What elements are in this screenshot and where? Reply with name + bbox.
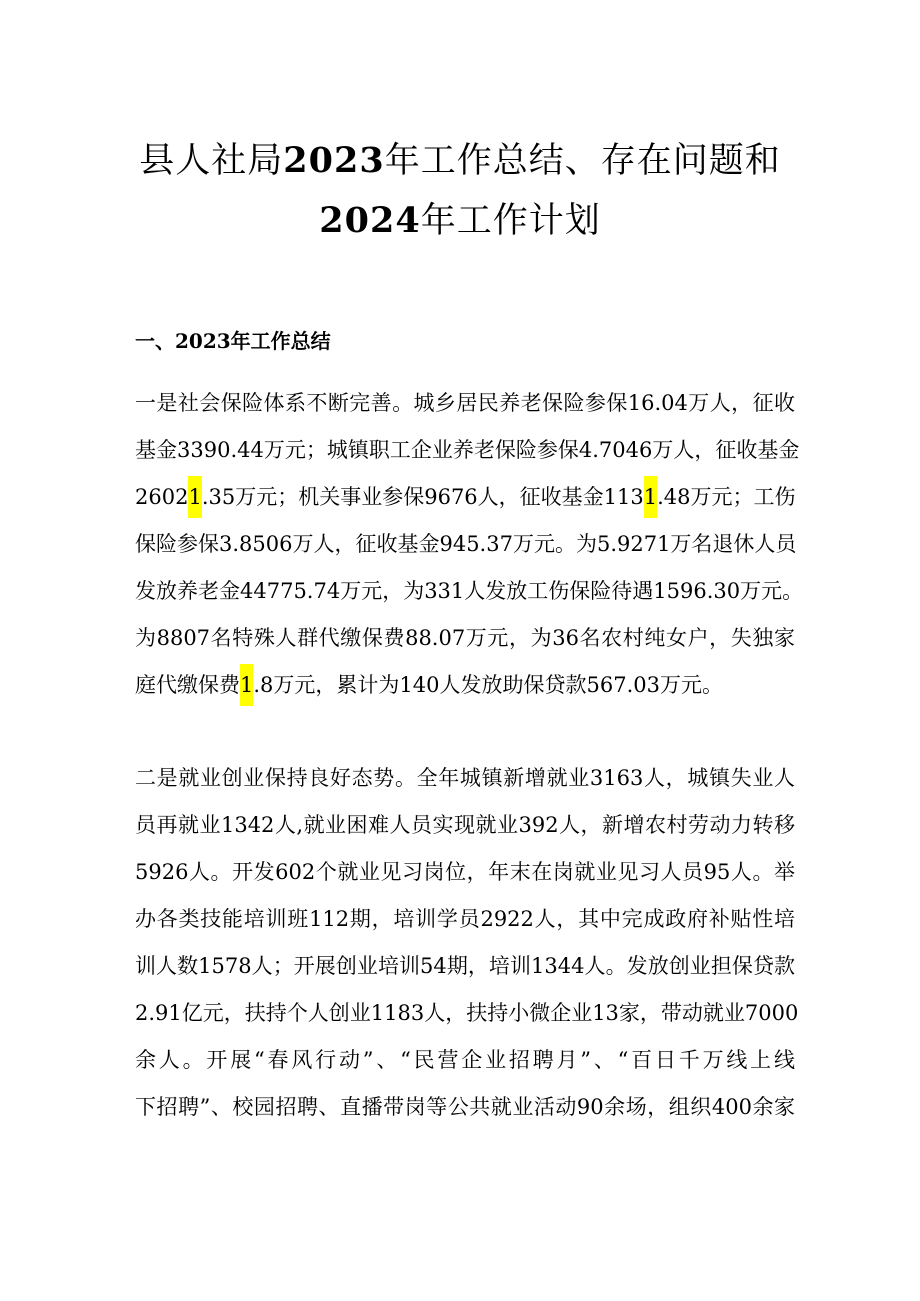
paragraph-line: 庭代缴保费1.8万元，累计为140人发放助保贷款567.03万元。 — [135, 670, 795, 700]
paragraph-line: 办各类技能培训班112期，培训学员2922人，其中完成政府补贴性培 — [135, 907, 795, 931]
title-prefix: 县人社局 — [139, 141, 284, 181]
highlight-mark: 1 — [240, 664, 253, 706]
paragraph-line: 二是就业创业保持良好态势。全年城镇新增就业3163人，城镇失业人 — [135, 766, 795, 790]
paragraph-line: 基金3390.44万元；城镇职工企业养老保险参保4.7046万人，征收基金 — [135, 438, 800, 462]
document-title-line-2 — [0, 193, 920, 243]
paragraph-line: 26021.35万元；机关事业参保9676人，征收基金1131.48万元；工伤 — [135, 482, 795, 512]
paragraph-line: 员再就业1342人,就业困难人员实现就业392人，新增农村劳动力转移 — [135, 813, 795, 837]
paragraph-line: 2.91亿元，扶持个人创业1183人，扶持小微企业13家，带动就业7000 — [135, 1001, 799, 1025]
paragraph-line: 保险参保3.8506万人，征收基金945.37万元。为5.9271万名退休人员 — [135, 532, 797, 556]
paragraph-line: 发放养老金44775.74万元，为331人发放工伤保险待遇1596.30万元。 — [135, 579, 804, 603]
paragraph-line: 训人数1578人；开展创业培训54期，培训1344人。发放创业担保贷款 — [135, 954, 795, 978]
title-suffix: 年工作总结、存在问题和 — [384, 141, 781, 181]
paragraph-line: 余人。开展“春风行动”、“民营企业招聘月”、“百日千万线上线 — [135, 1048, 795, 1072]
document-title-line-1 — [0, 133, 920, 183]
title-year: 2023 — [283, 140, 385, 181]
paragraph-line: 下招聘”、校园招聘、直播带岗等公共就业活动90余场，组织400余家 — [135, 1095, 795, 1119]
paragraph-line: 为8807名特殊人群代缴保费88.07万元，为36名农村纯女户，失独家 — [135, 626, 795, 650]
highlight-mark: 1 — [188, 476, 201, 518]
section-heading: 一、2023年工作总结 — [135, 329, 331, 353]
paragraph-line: 5926人。开发602个就业见习岗位，年末在岗就业见习人员95人。举 — [135, 860, 795, 884]
highlight-mark: 1 — [644, 476, 657, 518]
title-suffix-2: 年工作计划 — [420, 201, 601, 241]
title-year-2: 2024 — [319, 200, 421, 241]
paragraph-line: 一是社会保险体系不断完善。城乡居民养老保险参保16.04万人，征收 — [135, 391, 795, 415]
